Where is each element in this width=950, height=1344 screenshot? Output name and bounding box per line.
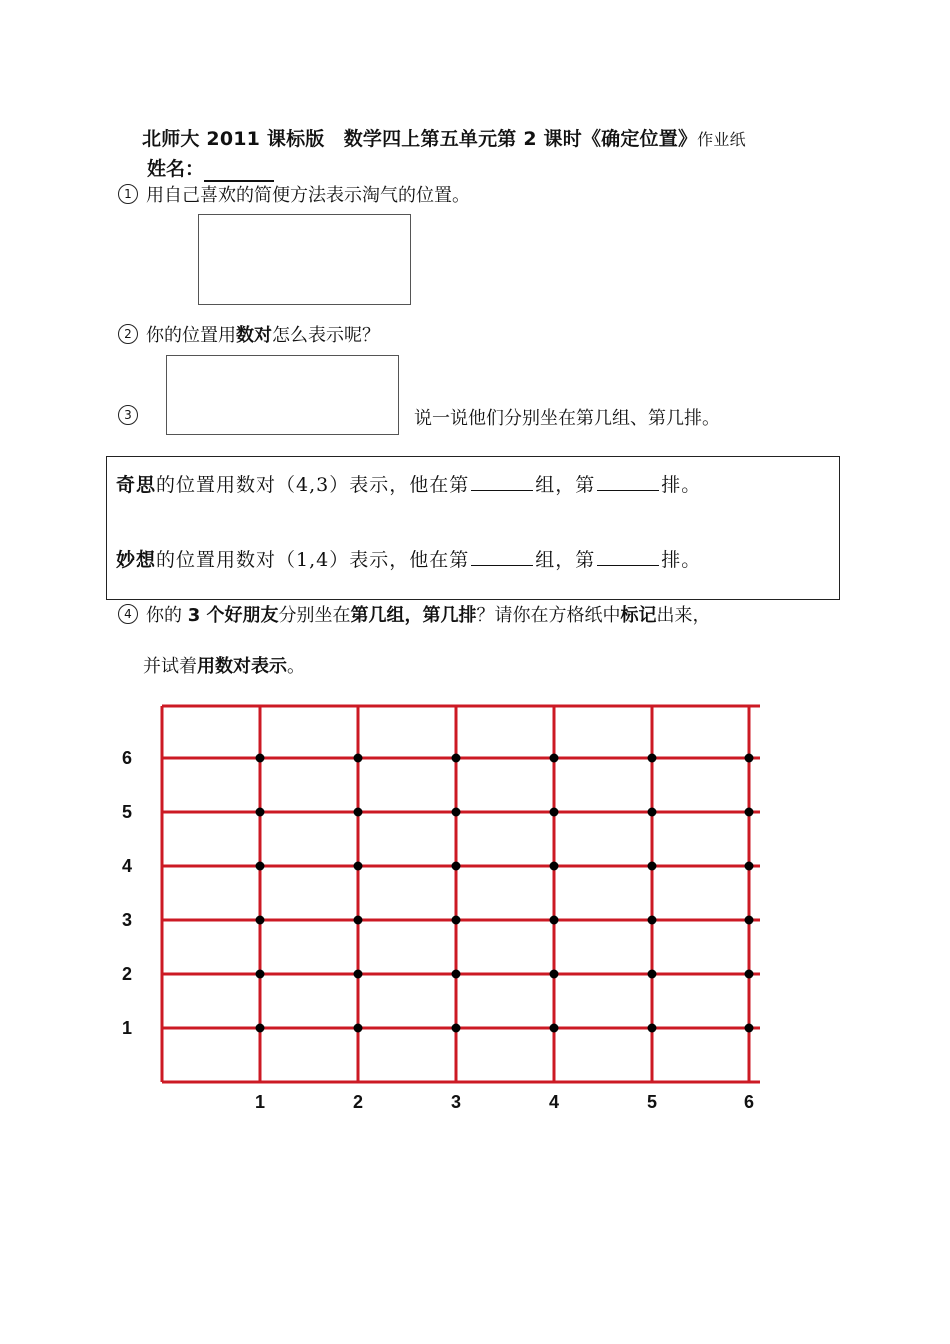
x-axis-label-2: 2 xyxy=(352,1092,364,1112)
question-4-line-1-segment-3: 第几组，第几排 xyxy=(350,605,477,626)
student-name-miaoxiang: 妙想 xyxy=(116,549,157,571)
grid-point-5-3 xyxy=(648,916,657,925)
grid-point-3-1 xyxy=(452,1024,461,1033)
question-4-line-1-segment-0: 你的 xyxy=(146,605,188,626)
grid-point-1-2 xyxy=(256,970,265,979)
question-4-line-2-segment-0: 并试着 xyxy=(143,656,197,677)
y-axis-label-3: 3 xyxy=(121,910,133,930)
question-4-line-2-segment-1: 用数对表示 xyxy=(197,656,287,677)
y-axis-label-1: 1 xyxy=(121,1018,133,1038)
y-axis-label-2: 2 xyxy=(121,964,133,984)
grid-point-1-6 xyxy=(256,754,265,763)
grid-point-1-3 xyxy=(256,916,265,925)
x-axis-label-1: 1 xyxy=(254,1092,266,1112)
grid-point-5-6 xyxy=(648,754,657,763)
grid-point-5-1 xyxy=(648,1024,657,1033)
grid-point-2-3 xyxy=(354,916,363,925)
grid-point-4-4 xyxy=(550,862,559,871)
grid-point-6-5 xyxy=(745,808,754,817)
grid-point-4-5 xyxy=(550,808,559,817)
question-2-pre: 你的位置用 xyxy=(146,325,236,346)
question-4-line-1-segment-5: 标记 xyxy=(620,605,657,626)
grid-point-3-4 xyxy=(452,862,461,871)
question-4-line-1-segment-6: 出来， xyxy=(656,605,711,626)
grid-point-3-2 xyxy=(452,970,461,979)
y-axis-label-6: 6 xyxy=(121,748,133,768)
grid-point-6-1 xyxy=(745,1024,754,1033)
x-axis-label-6: 6 xyxy=(743,1092,755,1112)
grid-point-1-5 xyxy=(256,808,265,817)
grid-point-2-4 xyxy=(354,862,363,871)
question-number-4: 4 xyxy=(118,604,138,624)
grid-point-6-2 xyxy=(745,970,754,979)
grid-point-2-6 xyxy=(354,754,363,763)
line-1-pre: 的位置用数对（4,3）表示，他在第 xyxy=(156,474,470,496)
question-number-3: 3 xyxy=(118,405,138,425)
grid-point-4-6 xyxy=(550,754,559,763)
line-1-post: 排。 xyxy=(661,474,702,496)
grid-point-5-5 xyxy=(648,808,657,817)
x-axis-label-3: 3 xyxy=(450,1092,462,1112)
line-1-mid: 组，第 xyxy=(535,474,596,496)
line-2-pre: 的位置用数对（1,4）表示，他在第 xyxy=(156,549,470,571)
title-suffix: 作业纸 xyxy=(697,130,746,149)
title-main: 北师大 2011 课标版 数学四上第五单元第 2 课时《确定位置》 xyxy=(142,128,698,150)
grid-point-5-2 xyxy=(648,970,657,979)
student-name-qisi: 奇思 xyxy=(116,474,157,496)
x-axis-label-5: 5 xyxy=(646,1092,658,1112)
grid-point-1-1 xyxy=(256,1024,265,1033)
y-axis-label-4: 4 xyxy=(121,856,133,876)
x-axis-label-4: 4 xyxy=(548,1092,560,1112)
question-4-line-1-segment-2: 分别坐在 xyxy=(278,605,351,626)
grid-point-3-5 xyxy=(452,808,461,817)
grid-point-2-5 xyxy=(354,808,363,817)
grid-point-4-3 xyxy=(550,916,559,925)
grid-point-6-6 xyxy=(745,754,754,763)
question-number-1: 1 xyxy=(118,184,138,204)
grid-point-4-2 xyxy=(550,970,559,979)
grid-point-2-2 xyxy=(354,970,363,979)
grid-point-3-3 xyxy=(452,916,461,925)
grid-point-3-6 xyxy=(452,754,461,763)
question-1-text: 用自己喜欢的简便方法表示淘气的位置。 xyxy=(146,185,470,206)
question-4-line-2-segment-2: 。 xyxy=(287,656,305,677)
question-3-text: 说一说他们分别坐在第几组、第几排。 xyxy=(414,408,720,429)
y-axis-label-5: 5 xyxy=(121,802,133,822)
grid-point-6-4 xyxy=(745,862,754,871)
name-label: 姓名： xyxy=(147,158,205,180)
question-2-post: 怎么表示呢？ xyxy=(272,325,380,346)
question-4-line-1-segment-4: ？请你在方格纸中 xyxy=(476,605,621,626)
grid-point-1-4 xyxy=(256,862,265,871)
grid-point-5-4 xyxy=(648,862,657,871)
question-2-bold: 数对 xyxy=(236,325,272,346)
grid-point-2-1 xyxy=(354,1024,363,1033)
question-number-2: 2 xyxy=(118,324,138,344)
line-2-mid: 组，第 xyxy=(535,549,596,571)
grid-point-4-1 xyxy=(550,1024,559,1033)
grid-point-6-3 xyxy=(745,916,754,925)
line-2-post: 排。 xyxy=(661,549,702,571)
question-4-line-1-segment-1: 3 个好朋友 xyxy=(187,605,279,626)
